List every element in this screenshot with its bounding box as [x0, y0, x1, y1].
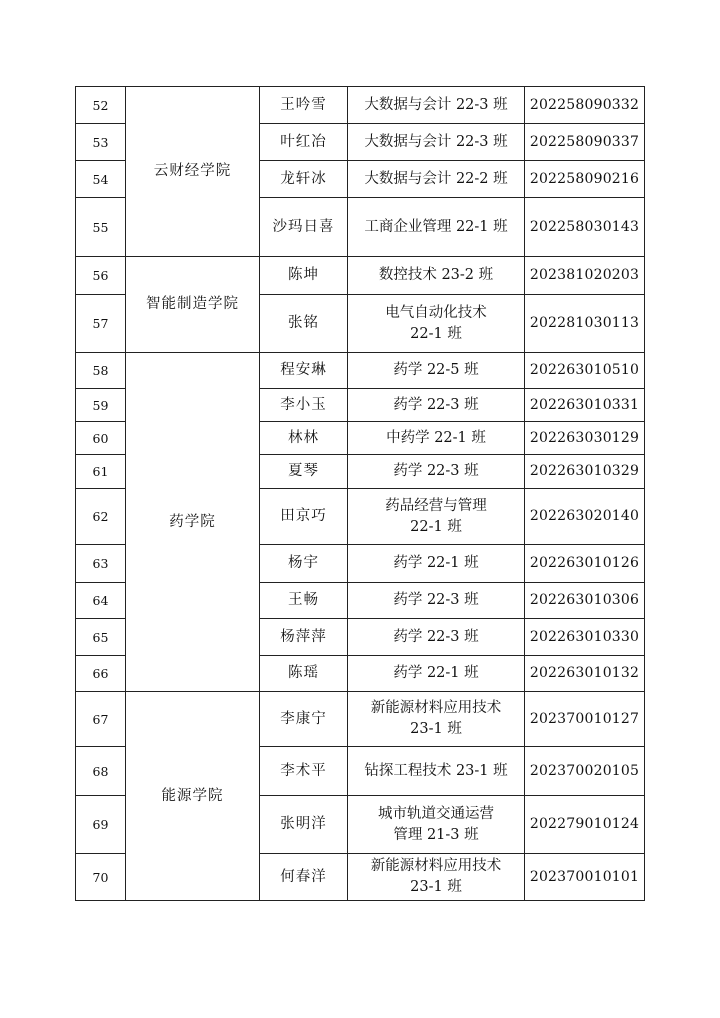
class-cell — [348, 619, 525, 656]
class-line: 电气自动化技术 — [385, 304, 487, 321]
student-name: 杨萍萍 — [260, 619, 348, 656]
student-id: 202370010101 — [525, 854, 645, 901]
class-line: 新能源材料应用技术 — [370, 700, 502, 716]
class-cell — [348, 545, 525, 583]
class-line: 城市轨道交通运营 — [378, 805, 494, 822]
student-id: 202263010132 — [525, 656, 645, 692]
class-cell — [348, 656, 525, 692]
row-number: 59 — [76, 389, 126, 422]
student-id: 202258090337 — [525, 124, 645, 161]
student-id: 202263020140 — [525, 489, 645, 545]
class-line: 药学 22-1 班 — [393, 555, 479, 571]
student-name: 王吟雪 — [260, 87, 348, 124]
student-id: 202263010330 — [525, 619, 645, 656]
row-number: 70 — [76, 854, 126, 901]
class-line: 药学 22-3 班 — [393, 628, 479, 645]
class-cell — [348, 455, 525, 489]
student-id: 202258090332 — [525, 87, 645, 124]
class-line: 新能源材料应用技术 — [370, 858, 502, 874]
student-id: 202370010127 — [525, 692, 645, 747]
class-cell — [348, 295, 525, 353]
class-cell — [348, 489, 525, 545]
class-cell — [348, 692, 525, 747]
row-number: 68 — [76, 747, 126, 796]
class-cell — [348, 353, 525, 389]
student-id: 202263010126 — [525, 545, 645, 583]
table-row — [76, 692, 645, 747]
student-name: 夏琴 — [260, 455, 348, 489]
row-number: 66 — [76, 656, 126, 692]
class-line: 钻探工程技术 23-1 班 — [364, 762, 508, 779]
row-number: 52 — [76, 87, 126, 124]
row-number: 61 — [76, 455, 126, 489]
class-cell — [348, 124, 525, 161]
class-line: 药学 22-1 班 — [393, 665, 479, 681]
row-number: 54 — [76, 161, 126, 198]
row-number: 58 — [76, 353, 126, 389]
class-line: 大数据与会计 22-2 班 — [364, 170, 508, 187]
student-id: 202263010510 — [525, 353, 645, 389]
class-cell — [348, 87, 525, 124]
college-cell: 能源学院 — [126, 692, 260, 901]
row-number: 57 — [76, 295, 126, 353]
student-name: 李小玉 — [260, 389, 348, 422]
class-line: 管理 21-3 班 — [393, 826, 479, 843]
college-cell: 云财经学院 — [126, 87, 260, 257]
student-name: 张铭 — [260, 295, 348, 353]
class-cell — [348, 747, 525, 796]
student-name: 沙玛日喜 — [260, 198, 348, 257]
class-cell — [348, 389, 525, 422]
student-id: 202263010306 — [525, 583, 645, 619]
class-line: 药品经营与管理 — [385, 497, 487, 514]
class-cell — [348, 854, 525, 901]
student-name: 程安琳 — [260, 353, 348, 389]
student-id: 202381020203 — [525, 257, 645, 295]
row-number: 62 — [76, 489, 126, 545]
row-number: 53 — [76, 124, 126, 161]
student-name: 李术平 — [260, 747, 348, 796]
row-number: 67 — [76, 692, 126, 747]
college-cell: 药学院 — [126, 353, 260, 692]
student-name: 龙轩冰 — [260, 161, 348, 198]
class-cell — [348, 796, 525, 854]
student-table — [75, 86, 645, 901]
student-id: 202279010124 — [525, 796, 645, 854]
class-line: 中药学 22-1 班 — [386, 429, 486, 446]
class-line: 大数据与会计 22-3 班 — [364, 133, 508, 150]
student-id: 202370020105 — [525, 747, 645, 796]
table-row — [76, 257, 645, 295]
class-cell — [348, 161, 525, 198]
student-name: 叶红冶 — [260, 124, 348, 161]
student-id: 202281030113 — [525, 295, 645, 353]
student-name: 张明洋 — [260, 796, 348, 854]
student-name: 李康宁 — [260, 692, 348, 747]
row-number: 60 — [76, 422, 126, 455]
table-row — [76, 353, 645, 389]
class-line: 药学 22-3 班 — [393, 592, 479, 608]
class-cell — [348, 198, 525, 257]
student-name: 田京巧 — [260, 489, 348, 545]
student-id: 202263010329 — [525, 455, 645, 489]
row-number: 64 — [76, 583, 126, 619]
student-name: 何春洋 — [260, 854, 348, 901]
student-id: 202263010331 — [525, 389, 645, 422]
class-line: 22-1 班 — [410, 325, 462, 342]
class-line: 23-1 班 — [410, 879, 462, 895]
college-cell: 智能制造学院 — [126, 257, 260, 353]
class-line: 22-1 班 — [410, 518, 462, 535]
class-line: 大数据与会计 22-3 班 — [364, 96, 508, 113]
class-cell — [348, 583, 525, 619]
row-number: 55 — [76, 198, 126, 257]
class-line: 工商企业管理 22-1 班 — [364, 218, 508, 235]
student-name: 杨宇 — [260, 545, 348, 583]
row-number: 65 — [76, 619, 126, 656]
class-cell — [348, 257, 525, 295]
student-id: 202258090216 — [525, 161, 645, 198]
row-number: 69 — [76, 796, 126, 854]
student-name: 林林 — [260, 422, 348, 455]
class-line: 数控技术 23-2 班 — [378, 267, 494, 283]
student-id: 202258030143 — [525, 198, 645, 257]
class-line: 药学 22-3 班 — [393, 463, 479, 479]
class-line: 23-1 班 — [410, 721, 462, 737]
table-row — [76, 87, 645, 124]
student-name: 王畅 — [260, 583, 348, 619]
student-name: 陈瑶 — [260, 656, 348, 692]
student-id: 202263030129 — [525, 422, 645, 455]
class-line: 药学 22-3 班 — [393, 396, 479, 413]
class-line: 药学 22-5 班 — [393, 362, 479, 378]
row-number: 56 — [76, 257, 126, 295]
class-cell — [348, 422, 525, 455]
student-name: 陈坤 — [260, 257, 348, 295]
row-number: 63 — [76, 545, 126, 583]
